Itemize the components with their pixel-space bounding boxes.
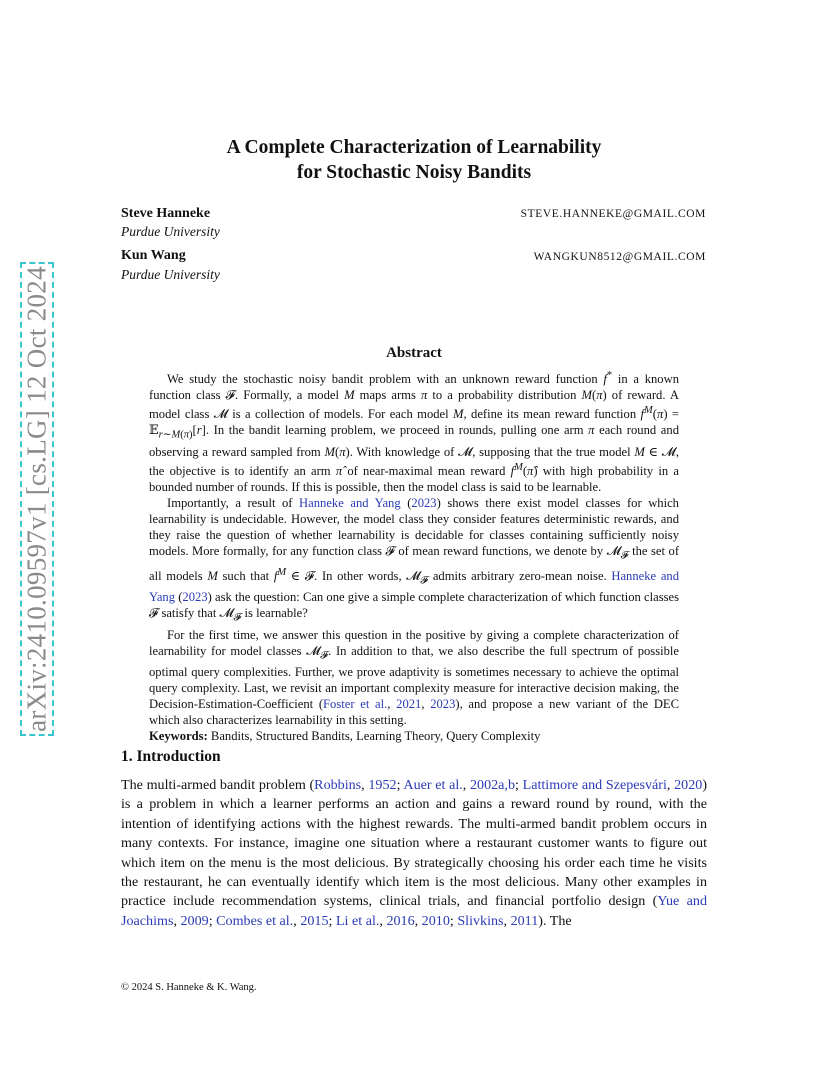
arxiv-identifier: arXiv:2410.09597v1 [cs.LG] 12 Oct 2024 [21,266,52,732]
author-affiliation-1: Purdue University [121,224,220,239]
abstract-paragraph-3: For the first time, we answer this question in the positive by giving a complete characterization of learnability for model classes 𝓜$_𝓕$. In addition to that, we also describe the full spectrum of possible optimal query complexities. Further, we prove adaptivity is sometimes necessary to achieve the optimal query complexity. Last, we revisit an important complexity measure for interactive decision making, the Decision-Estimation-Coefficient (Foster et al., 2021, 2023), and propose a new variant of the DEC which also characterizes learnability in this setting. [149,627,680,728]
section-heading-introduction: 1. Introduction [121,748,221,765]
citation-combes[interactable]: Combes et al. [216,912,294,929]
citation-year[interactable]: 2023 [430,697,456,712]
citation-year[interactable]: 2023 [411,496,437,511]
citation-year[interactable]: 2016 [386,912,415,929]
citation-year[interactable]: 2021 [396,697,422,712]
citation-lattimore[interactable]: Lattimore and Szepesvári [522,777,667,793]
keywords-list: Bandits, Structured Bandits, Learning Theory, Query Complexity [210,729,541,744]
citation-hanneke-yang[interactable]: Hanneke and Yang [149,568,679,605]
citation-year[interactable]: 2023 [182,590,208,605]
citation-year[interactable]: 2009 [180,912,209,929]
citation-year[interactable]: 2015 [300,912,329,929]
citation-year[interactable]: 2020 [674,777,703,793]
citation-yue[interactable]: Yue and Joachims [121,893,707,929]
abstract-paragraph-2: Importantly, a result of Hanneke and Yang (2023) shows there exist model classes for which learnability is undecidable. However, the model class they consider features deterministic rewards, and they raise the question of whether learnability is decidable for classes containing sufficiently noisy models. More formally, for any function class 𝓕 of mean reward functions, we denote by 𝓜$_𝓕$ the set of all models M such that $f^M$ ∈ 𝓕. In other words, 𝓜$_𝓕$ admits arbitrary zero-mean noise. Hanneke and Yang (2023) ask the question: Can one give a simple complete characterization of which function classes 𝓕 satisfy that 𝓜$_𝓕$ is learnable? [149,496,680,624]
citation-auer[interactable]: Auer et al. [403,777,463,793]
author-name-2: Kun Wang [121,248,186,263]
citation-hanneke-yang[interactable]: Hanneke and Yang [299,496,401,511]
citation-year[interactable]: 1952 [368,777,397,793]
citation-year[interactable]: 2002a,b [469,777,515,793]
copyright-footer: © 2024 S. Hanneke & K. Wang. [121,982,257,993]
author-affiliation-2: Purdue University [121,267,220,282]
keywords-label: Keywords: [149,729,208,744]
paper-title-line-1: A Complete Characterization of Learnability [226,137,602,158]
citation-year[interactable]: 2010 [421,912,450,929]
abstract-body [149,368,679,744]
keywords-line [149,728,679,744]
author-email-2[interactable]: WANGKUN8512@GMAIL.COM [533,251,706,263]
citation-robbins[interactable]: Robbins [314,777,362,793]
paper-title-line-2: for Stochastic Noisy Bandits [296,162,532,183]
abstract-paragraph-1: We study the stochastic noisy bandit problem with an unknown reward function f* in a known function class 𝓕. Formally, a model M maps arms π to a probability distribution M(π) of reward. A model class 𝓜 is a collection of models. For each model M, define its mean reward function $f^M(\pi)$ = 𝔼$_{r\sim M(\pi)}$[r]. In the bandit learning problem, we proceed in rounds, pulling one arm π each round and observing a reward sampled from M(π). With knowledge of 𝓜, supposing that the true model M ∈ 𝓜, the objective is to identify an arm π̂ of near-maximal mean reward $f^M(\pî)$ with high probability in a bounded number of rounds. If this is possible, then the model class is said to be learnable. [149,370,680,495]
citation-year[interactable]: 2011 [510,912,539,929]
citation-slivkins[interactable]: Slivkins [457,912,504,929]
citation-foster[interactable]: Foster et al. [323,697,388,712]
author-name-1: Steve Hanneke [121,206,211,221]
introduction-paragraph: The multi-armed bandit problem (Robbins, 1952; Auer et al., 2002a,b; Lattimore and Szepesvári, 2020) is a problem in which a learner performs an action and gains a reward round by round, with the intention of identifying actions with the highest rewards. The multi-armed bandit problem occurs in many contexts. For instance, imagine one situation where a restaurant customer wants to figure out which item on the menu is the most delicious. By strategically choosing his order each time he visits the restaurant, he can eventually identify which item is the most delicious. Many other examples in practice include recommendation systems, clinical trials, and financial portfolio design (Yue and Joachims, 2009; Combes et al., 2015; Li et al., 2016, 2010; Slivkins, 2011). The [121,777,708,929]
citation-li[interactable]: Li et al. [335,912,380,929]
author-email-1[interactable]: STEVE.HANNEKE@GMAIL.COM [520,208,706,220]
abstract-heading: Abstract [386,345,442,361]
